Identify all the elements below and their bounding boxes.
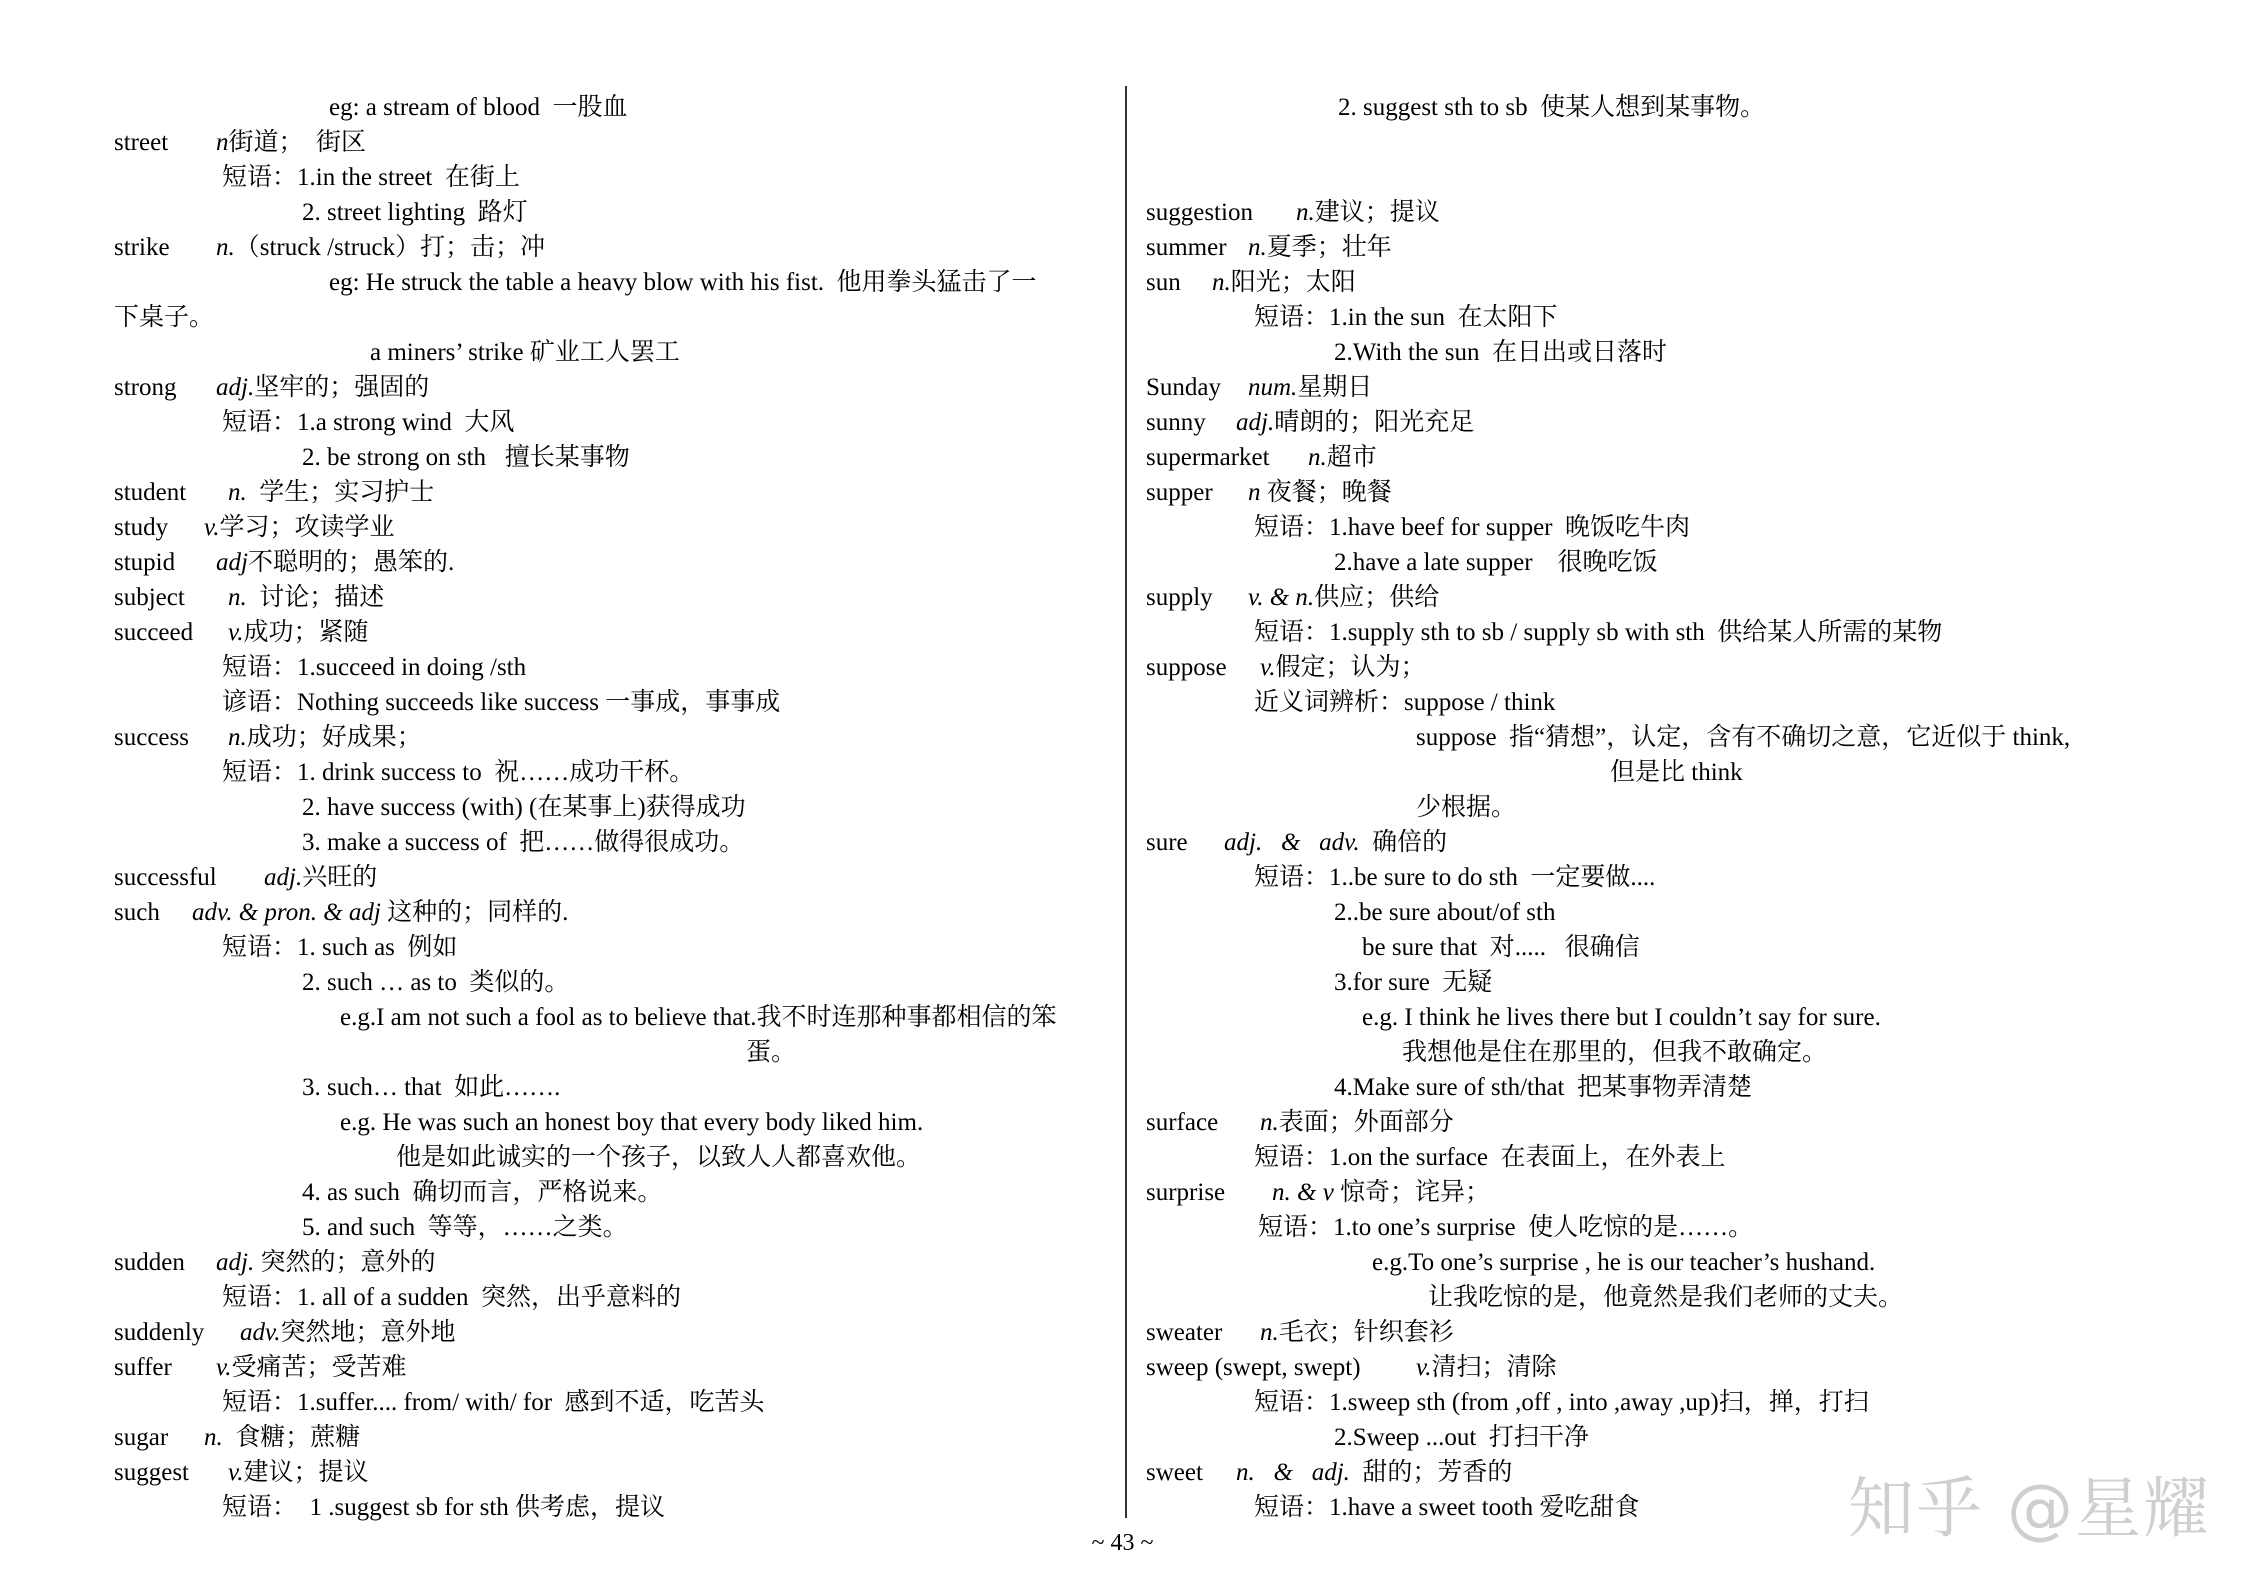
part-of-speech: v. (1260, 654, 1276, 681)
dictionary-entry (114, 230, 1114, 265)
part-of-speech: v. (228, 619, 244, 646)
entry-text: 短语：1..be sure to do sth 一定要做.... (1254, 864, 1656, 891)
dictionary-entry (1146, 1350, 2156, 1385)
headword: sweep (swept, swept) (1146, 1354, 1361, 1381)
entry-text: 蛋。 (746, 1039, 797, 1066)
entry-text: 4.Make sure of sth/that 把某事物弄清楚 (1334, 1074, 1753, 1101)
part-of-speech: n. (204, 1424, 223, 1451)
entry-line (114, 195, 1114, 230)
entry-text: 兴旺的 (302, 864, 378, 891)
entry-line (114, 825, 1114, 860)
part-of-speech: n. (228, 584, 247, 611)
part-of-speech: n (1248, 479, 1261, 506)
entry-text: 不聪明的；愚笨的. (247, 549, 455, 576)
entry-line (114, 1280, 1114, 1315)
entry-text: 表面；外面部分 (1278, 1109, 1454, 1136)
headword: study (114, 514, 169, 541)
entry-text: 甜的；芳香的 (1349, 1459, 1513, 1486)
entry-text: 建议；提议 (1314, 199, 1440, 226)
entry-text: 短语：1.suffer.... from/ with/ for 感到不适，吃苦头 (222, 1389, 765, 1416)
part-of-speech: adv. (240, 1319, 281, 1346)
headword: successful (114, 864, 217, 891)
dictionary-entry (1146, 440, 2156, 475)
part-of-speech: adj. (216, 1249, 255, 1276)
headword: suggestion (1146, 199, 1253, 226)
entry-text: 确倍的 (1359, 829, 1448, 856)
dictionary-entry (1146, 475, 2156, 510)
entry-text: 短语：1.a strong wind 大风 (222, 409, 515, 436)
entry-text: 3. make a success of 把……做得很成功。 (302, 829, 745, 856)
entry-text: 2.Sweep ...out 打扫干净 (1334, 1424, 1589, 1451)
headword: street (114, 129, 169, 156)
dictionary-entry (1146, 405, 2156, 440)
part-of-speech: adj. (264, 864, 303, 891)
column-divider (1125, 86, 1127, 1518)
dictionary-entry (114, 125, 1114, 160)
part-of-speech: n. (1248, 234, 1267, 261)
entry-text: 少根据。 (1416, 794, 1517, 821)
entry-line (114, 335, 1114, 370)
entry-text: 下桌子。 (114, 304, 215, 331)
entry-line (1146, 860, 2156, 895)
entry-line (114, 1140, 1114, 1175)
entry-line (1146, 1000, 2156, 1035)
headword: sugar (114, 1424, 169, 1451)
entry-line (114, 685, 1114, 720)
entry-text: 短语： 1 .suggest sb for sth 供考虑，提议 (222, 1494, 666, 1521)
entry-text: 食糖；蔗糖 (222, 1424, 361, 1451)
entry-text: 短语：1.sweep sth (from ,off , into ,away ,up)扫，掸，打扫 (1254, 1389, 1869, 1416)
entry-text: 短语：1.have a sweet tooth 爱吃甜食 (1254, 1494, 1640, 1521)
entry-line (114, 265, 1114, 300)
entry-text: eg: a stream of blood 一股血 (329, 94, 628, 121)
headword: strike (114, 234, 170, 261)
part-of-speech: adj (216, 549, 248, 576)
part-of-speech: v. & n. (1248, 584, 1315, 611)
dictionary-entry (114, 545, 1114, 580)
part-of-speech: n. (1296, 199, 1315, 226)
dictionary-entry (1146, 825, 2156, 860)
headword: sudden (114, 1249, 185, 1276)
entry-text: 短语：1.have beef for supper 晚饭吃牛肉 (1254, 514, 1691, 541)
dictionary-entry (114, 1350, 1114, 1385)
headword: stupid (114, 549, 176, 576)
entry-line (114, 1175, 1114, 1210)
part-of-speech: n. & adj. (1236, 1459, 1350, 1486)
entry-text: 短语：1. drink success to 祝……成功干杯。 (222, 759, 695, 786)
entry-text: 2. street lighting 路灯 (302, 199, 528, 226)
entry-text: 4. as such 确切而言，严格说来。 (302, 1179, 663, 1206)
entry-line (114, 160, 1114, 195)
watermark: 知乎 @星耀 (1848, 1470, 2211, 1547)
headword: sweater (1146, 1319, 1223, 1346)
entry-line (114, 1385, 1114, 1420)
entry-line (114, 1035, 1114, 1070)
entry-line (114, 1000, 1114, 1035)
dictionary-entry (1146, 1105, 2156, 1140)
entry-text: 2.With the sun 在日出或日落时 (1334, 339, 1668, 366)
entry-text: 3. such… that 如此……. (302, 1074, 561, 1101)
headword: supply (1146, 584, 1213, 611)
headword: suggest (114, 1459, 189, 1486)
headword: summer (1146, 234, 1227, 261)
entry-line (1146, 335, 2156, 370)
entry-line (114, 1105, 1114, 1140)
entry-line (1146, 1140, 2156, 1175)
entry-text: eg: He struck the table a heavy blow with his fist. 他用拳头猛击了一 (329, 269, 1037, 296)
entry-text: 2. be strong on sth 擅长某事物 (302, 444, 630, 471)
entry-line (1146, 1420, 2156, 1455)
entry-text: 坚牢的；强固的 (254, 374, 430, 401)
dictionary-entry (1146, 265, 2156, 300)
headword: such (114, 899, 160, 926)
page-number: ~ 43 ~ (1091, 1530, 1154, 1556)
left-column (114, 90, 1114, 1525)
entry-line (114, 965, 1114, 1000)
part-of-speech: n. (228, 479, 247, 506)
entry-text: 短语：1.supply sth to sb / supply sb with sth 供给某人所需的某物 (1254, 619, 1943, 646)
headword: supermarket (1146, 444, 1270, 471)
entry-text: suppose 指“猜想”，认定，含有不确切之意，它近似于 think, (1416, 724, 2071, 751)
dictionary-entry (114, 1455, 1114, 1490)
entry-line (114, 300, 1114, 335)
entry-line (1146, 755, 2156, 790)
dictionary-entry (1146, 650, 2156, 685)
dictionary-entry (114, 1315, 1114, 1350)
headword: sun (1146, 269, 1181, 296)
entry-text: 惊奇；诧异； (1333, 1179, 1491, 1206)
dictionary-entry (114, 370, 1114, 405)
entry-text: 讨论；描述 (246, 584, 385, 611)
part-of-speech: n. & v (1272, 1179, 1334, 1206)
part-of-speech: v. (228, 1459, 244, 1486)
entry-line (1146, 160, 2156, 195)
part-of-speech: v. (204, 514, 220, 541)
entry-text: 学生；实习护士 (246, 479, 435, 506)
entry-text: 毛衣；针织套衫 (1278, 1319, 1454, 1346)
dictionary-entry (1146, 195, 2156, 230)
entry-text: 夏季；壮年 (1266, 234, 1392, 261)
headword: sweet (1146, 1459, 1203, 1486)
entry-line (1146, 1385, 2156, 1420)
headword: surprise (1146, 1179, 1226, 1206)
entry-text: 学习；攻读学业 (219, 514, 395, 541)
part-of-speech: n. (216, 234, 235, 261)
entry-text: 成功；紧随 (243, 619, 369, 646)
entry-line (114, 930, 1114, 965)
entry-text: 超市 (1326, 444, 1377, 471)
dictionary-entry (114, 580, 1114, 615)
entry-text: 成功；好成果； (246, 724, 422, 751)
entry-text: 他是如此诚实的一个孩子，以致人人都喜欢他。 (396, 1144, 922, 1171)
part-of-speech: adj. (216, 374, 255, 401)
entry-line (1146, 615, 2156, 650)
entry-text: 受痛苦；受苦难 (231, 1354, 407, 1381)
entry-text: 供应；供给 (1314, 584, 1440, 611)
part-of-speech: n. (1260, 1319, 1279, 1346)
entry-text: 清扫；清除 (1431, 1354, 1557, 1381)
part-of-speech: v. (1416, 1354, 1432, 1381)
entry-line (114, 1210, 1114, 1245)
headword: succeed (114, 619, 194, 646)
dictionary-entry (1146, 230, 2156, 265)
entry-line (1146, 90, 2156, 125)
entry-line (1146, 965, 2156, 1000)
entry-line (1146, 545, 2156, 580)
part-of-speech: adj. & adv. (1224, 829, 1360, 856)
entry-text: a miners’ strike 矿业工人罢工 (370, 339, 680, 366)
headword: student (114, 479, 187, 506)
part-of-speech: n. (228, 724, 247, 751)
entry-text: e.g.I am not such a fool as to believe that.我不时连那种事都相信的笨 (340, 1004, 1057, 1031)
dictionary-entry (114, 475, 1114, 510)
entry-text: e.g. He was such an honest boy that every body liked him. (340, 1109, 924, 1136)
entry-line (1146, 720, 2156, 755)
part-of-speech: v. (216, 1354, 232, 1381)
dictionary-entry (114, 860, 1114, 895)
entry-line (1146, 1070, 2156, 1105)
entry-text: 2.have a late supper 很晚吃饭 (1334, 549, 1658, 576)
entry-text: 短语：1. all of a sudden 突然，出乎意料的 (222, 1284, 681, 1311)
part-of-speech: n. (1260, 1109, 1279, 1136)
entry-text: 我想他是住在那里的，但我不敢确定。 (1402, 1039, 1828, 1066)
entry-text: 星期日 (1297, 374, 1373, 401)
entry-line (1146, 930, 2156, 965)
entry-line (1146, 1035, 2156, 1070)
entry-text: 晴朗的；阳光充足 (1274, 409, 1475, 436)
part-of-speech: n (216, 129, 229, 156)
entry-line (1146, 125, 2156, 160)
headword: supper (1146, 479, 1213, 506)
entry-text: 短语：1.in the sun 在太阳下 (1254, 304, 1558, 331)
entry-text: 短语：1.on the surface 在表面上，在外表上 (1254, 1144, 1726, 1171)
entry-line (1146, 300, 2156, 335)
entry-text: 2. suggest sth to sb 使某人想到某事物。 (1338, 94, 1766, 121)
entry-text: 突然地；意外地 (280, 1319, 456, 1346)
entry-text: 建议；提议 (243, 1459, 369, 1486)
entry-line (114, 1490, 1114, 1525)
part-of-speech: n. (1308, 444, 1327, 471)
headword: strong (114, 374, 177, 401)
entry-line (114, 440, 1114, 475)
entry-text: 短语：1. such as 例如 (222, 934, 458, 961)
headword: sunny (1146, 409, 1206, 436)
headword: suffer (114, 1354, 172, 1381)
headword: suppose (1146, 654, 1227, 681)
headword: suddenly (114, 1319, 205, 1346)
entry-text: 街道； 街区 (228, 129, 367, 156)
entry-line (114, 650, 1114, 685)
entry-text: 但是比 think (1610, 759, 1743, 786)
entry-text: 2..be sure about/of sth (1334, 899, 1556, 926)
entry-line (114, 405, 1114, 440)
entry-line (114, 1070, 1114, 1105)
headword: surface (1146, 1109, 1219, 1136)
part-of-speech: adv. & pron. & adj (192, 899, 381, 926)
entry-text: （struck /struck）打；击；冲 (234, 234, 546, 261)
dictionary-entry (114, 510, 1114, 545)
entry-text: 短语：1.to one’s surprise 使人吃惊的是……。 (1258, 1214, 1754, 1241)
entry-text: be sure that 对..... 很确信 (1362, 934, 1640, 961)
dictionary-entry (1146, 1315, 2156, 1350)
headword: sure (1146, 829, 1188, 856)
dictionary-entry (1146, 1175, 2156, 1210)
entry-text: 让我吃惊的是，他竟然是我们老师的丈夫。 (1428, 1284, 1904, 1311)
entry-line (1146, 1280, 2156, 1315)
entry-text: 突然的；意外的 (254, 1249, 436, 1276)
headword: subject (114, 584, 185, 611)
headword: Sunday (1146, 374, 1221, 401)
dictionary-entry (114, 720, 1114, 755)
dictionary-entry (1146, 580, 2156, 615)
entry-text: 夜餐；晚餐 (1260, 479, 1392, 506)
part-of-speech: adj. (1236, 409, 1275, 436)
entry-text: 这种的；同样的. (380, 899, 569, 926)
dictionary-entry (1146, 370, 2156, 405)
entry-text: 短语：1.in the street 在街上 (222, 164, 520, 191)
entry-line (114, 790, 1114, 825)
right-column (1146, 90, 2156, 1525)
entry-text: 阳光；太阳 (1230, 269, 1356, 296)
part-of-speech: n. (1212, 269, 1231, 296)
entry-text: 假定；认为； (1275, 654, 1426, 681)
entry-line (1146, 790, 2156, 825)
entry-text: 5. and such 等等，……之类。 (302, 1214, 628, 1241)
entry-text: e.g. I think he lives there but I couldn’t say for sure. (1362, 1004, 1881, 1031)
entry-line (114, 755, 1114, 790)
entry-text: 2. such … as to 类似的。 (302, 969, 570, 996)
entry-text: 短语：1.succeed in doing /sth (222, 654, 527, 681)
entry-text: 谚语：Nothing succeeds like success 一事成，事事成 (222, 689, 781, 716)
dictionary-entry (114, 1420, 1114, 1455)
entry-text: e.g.To one’s surprise , he is our teacher’s hushand. (1372, 1249, 1876, 1276)
entry-text: 近义词辨析：suppose / think (1254, 689, 1556, 716)
dictionary-entry (114, 1245, 1114, 1280)
entry-line (1146, 1245, 2156, 1280)
entry-line (1146, 510, 2156, 545)
dictionary-entry (114, 615, 1114, 650)
entry-text: 3.for sure 无疑 (1334, 969, 1493, 996)
entry-line (1146, 685, 2156, 720)
entry-text: 2. have success (with) (在某事上)获得成功 (302, 794, 746, 821)
entry-line (114, 90, 1114, 125)
entry-line (1146, 895, 2156, 930)
entry-line (1146, 1210, 2156, 1245)
dictionary-entry (114, 895, 1114, 930)
part-of-speech: num. (1248, 374, 1298, 401)
headword: success (114, 724, 189, 751)
